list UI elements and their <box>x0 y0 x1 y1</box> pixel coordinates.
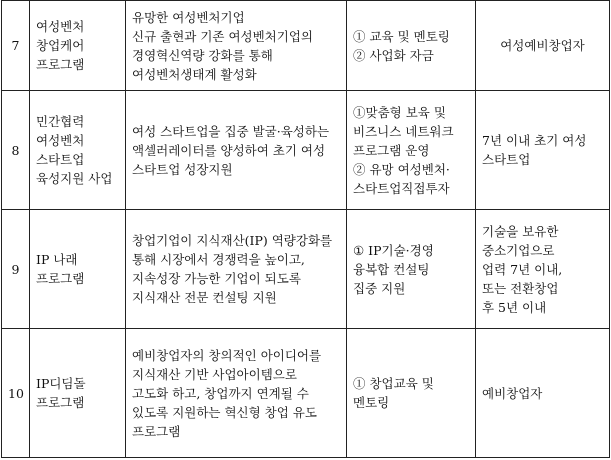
target-line: 업력 7년 이내, <box>482 261 563 277</box>
description-line: 지식재산 기반 사업아이템으로 <box>132 366 297 382</box>
program-name-line: 프로그램 <box>36 271 85 286</box>
description-line: 여성 스타트업을 집중 발굴·육성하는 <box>132 123 330 139</box>
program-name-line: 프로그램 <box>36 395 85 410</box>
program-name-line: 여성벤처 <box>36 133 85 148</box>
target-line: 스타트업 <box>482 152 531 167</box>
support-line: 프로그램 운영 <box>353 142 430 158</box>
description-line: 여성벤처생태계 활성화 <box>132 66 257 82</box>
program-target <box>476 329 610 458</box>
table-row <box>2 210 610 329</box>
program-name <box>30 210 126 329</box>
program-name-line: 민간협력 <box>36 114 85 129</box>
program-support <box>347 329 476 458</box>
program-target <box>476 91 610 210</box>
target-line: 후 5년 이내 <box>482 299 547 315</box>
program-description <box>126 91 347 210</box>
program-support <box>347 210 476 329</box>
program-description <box>126 329 347 458</box>
program-table <box>1 0 610 458</box>
row-number: 7 <box>2 1 30 91</box>
table-row <box>2 329 610 458</box>
description-line: 통해 시장에서 경쟁력을 높이고, <box>132 252 305 267</box>
program-name-line: 스타트업 <box>36 152 85 167</box>
description-line: 신규 출현과 기존 여성벤처기업의 <box>132 28 313 44</box>
program-name <box>30 1 126 91</box>
support-line: 멘토링 <box>353 395 390 410</box>
support-line: ① IP기술·경영 <box>353 242 434 258</box>
description-line: 지식재산 전문 컨설팅 지원 <box>132 290 277 305</box>
description-line: 고도화 하고, 창업까지 연계될 수 <box>132 385 309 401</box>
support-line: ② 사업화 자금 <box>353 47 434 63</box>
target-line: 7년 이내 초기 여성 <box>482 133 587 148</box>
support-line: 비즈니스 네트워크 <box>353 123 454 139</box>
program-target <box>476 1 610 91</box>
support-line: 스타트업직접투자 <box>353 180 450 196</box>
row-number: 8 <box>2 91 30 210</box>
target-line: 기술을 보유한 <box>482 223 559 239</box>
program-name-line: 육성지원 사업 <box>36 171 113 186</box>
program-name <box>30 91 126 210</box>
program-table-body <box>2 1 610 458</box>
target-line: 또는 전환창업 <box>482 280 559 296</box>
support-line: 융복합 컨설팅 <box>353 261 430 277</box>
description-line: 스타트업 성장지원 <box>132 161 233 177</box>
program-description <box>126 1 347 91</box>
program-name-line: IP디딤돌 <box>36 376 86 391</box>
program-name-line: 프로그램 <box>36 57 85 72</box>
description-line: 예비창업자의 창의적인 아이디어를 <box>132 347 322 363</box>
support-line: ② 유망 여성벤처· <box>353 161 450 177</box>
table-row <box>2 91 610 210</box>
program-target <box>476 210 610 329</box>
description-line: 있도록 지원하는 혁신형 창업 유도 <box>132 404 317 420</box>
description-line: 지속성장 가능한 기업이 되도록 <box>132 271 301 286</box>
row-number: 10 <box>2 329 30 458</box>
description-line: 액셀러레이터를 양성하여 초기 여성 <box>132 142 326 158</box>
program-description <box>126 210 347 329</box>
target-line: 예비창업자 <box>482 385 543 401</box>
support-line: ① 창업교육 및 <box>353 376 434 391</box>
table-row <box>2 1 610 91</box>
program-name-line: 창업케어 <box>36 38 85 53</box>
support-line: ①맞춤형 보육 및 <box>353 104 446 120</box>
program-support <box>347 1 476 91</box>
support-line: ① 교육 및 멘토링 <box>353 28 450 44</box>
target-line: 중소기업으로 <box>482 242 555 258</box>
description-line: 경영혁신역량 강화를 통해 <box>132 47 273 63</box>
description-line: 유망한 여성벤처기업 <box>132 9 245 25</box>
description-line: 프로그램 <box>132 423 181 439</box>
support-line: 집중 지원 <box>353 280 406 296</box>
program-name-line: 여성벤처 <box>36 19 85 34</box>
target-line: 여성예비창업자 <box>500 38 585 53</box>
description-line: 창업기업이 지식재산(IP) 역량강화를 <box>132 233 333 248</box>
program-support <box>347 91 476 210</box>
row-number: 9 <box>2 210 30 329</box>
program-name <box>30 329 126 458</box>
program-name-line: IP 나래 <box>36 252 78 267</box>
